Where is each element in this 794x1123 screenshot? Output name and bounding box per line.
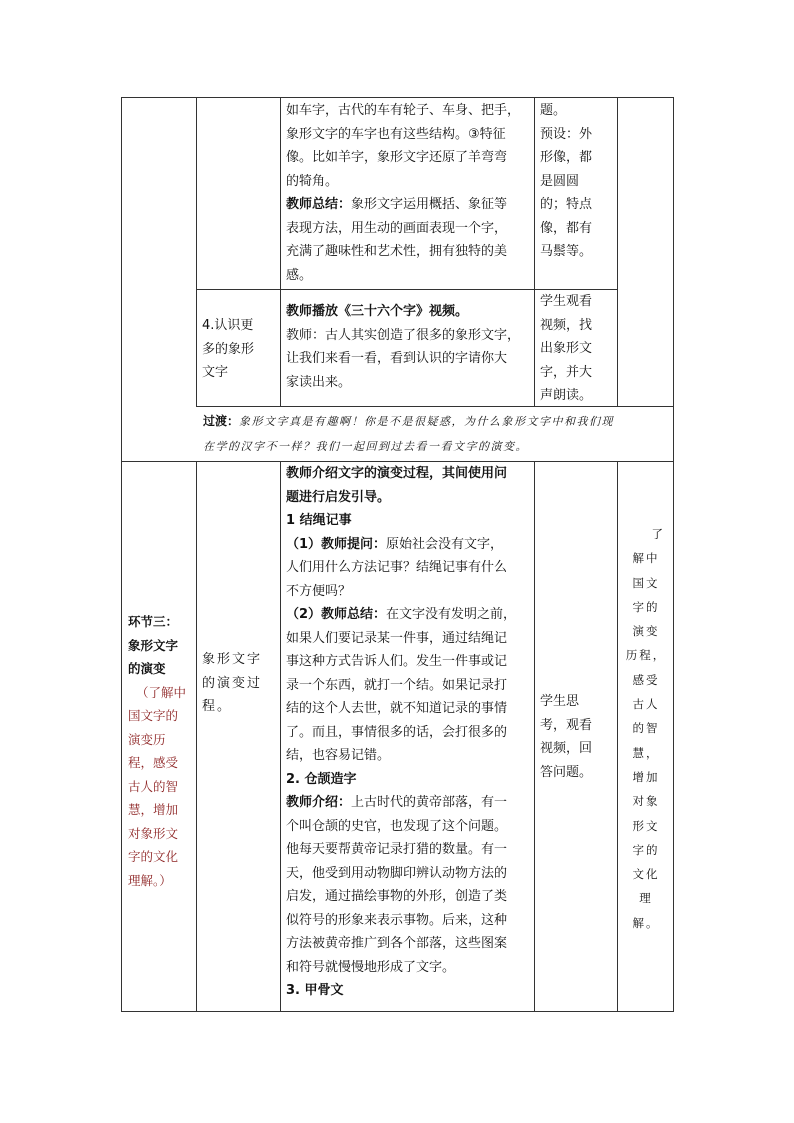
question-line: （1）教师提问：原始社会没有文字， bbox=[286, 536, 504, 552]
table-bottom-border bbox=[121, 1011, 674, 1012]
summary-line: 结，也容易记错。 bbox=[286, 748, 391, 763]
student-line: 题。 bbox=[540, 103, 567, 118]
goal-line: 演变 bbox=[632, 624, 660, 639]
stage-title-line: 象形文字 bbox=[128, 637, 179, 653]
goal-line: 理 bbox=[639, 891, 653, 906]
intro2-line: 个叫仓颉的史官，也发现了这个问题。 bbox=[286, 818, 508, 834]
stage-note-line: 对象形文 bbox=[128, 825, 179, 841]
stage-note-line: 理解。） bbox=[128, 872, 172, 888]
topic-line: 象形文字 bbox=[202, 652, 263, 667]
goal-line: 的智 bbox=[632, 721, 660, 736]
summary-line: 录一个东西，就打一个结。如果记录打 bbox=[286, 677, 508, 693]
goal-line: 字的 bbox=[632, 842, 660, 857]
stage-note-line: 程，感受 bbox=[128, 755, 179, 770]
goal-line: 了 bbox=[651, 527, 665, 541]
row3-goal-cell bbox=[621, 522, 671, 935]
intro-line: 题进行启发引导。 bbox=[286, 489, 391, 505]
student-line: 预设：外 bbox=[540, 126, 593, 142]
row1-content-line: 的犄角。 bbox=[286, 173, 339, 189]
intro2-line: 教师介绍：上古时代的黄帝部落，有一 bbox=[286, 795, 508, 810]
goal-line: 感受 bbox=[632, 672, 660, 687]
summary-label: 教师总结： bbox=[286, 197, 352, 212]
stage-note-line: （了解中 bbox=[136, 684, 187, 700]
stage-title-line: 的演变 bbox=[128, 661, 166, 676]
transition-label: 过渡： bbox=[203, 414, 240, 428]
row2-content-cell bbox=[286, 300, 532, 394]
column-divider bbox=[196, 461, 197, 1012]
row1-summary-line: 教师总结：象形文字运用概括、象征等 bbox=[286, 197, 508, 212]
goal-line: 历程， bbox=[625, 648, 667, 663]
student-line: 考，观看 bbox=[540, 717, 593, 733]
intro2-label: 教师介绍： bbox=[286, 795, 352, 810]
column-divider bbox=[617, 461, 618, 1012]
goal-line: 慧， bbox=[632, 745, 660, 760]
row1-student-cell bbox=[540, 99, 616, 264]
row2-heading: 教师播放《三十六个字》视频。 bbox=[286, 304, 469, 319]
row1-content-line: 像。比如羊字，象形文字还原了羊弯弯 bbox=[286, 150, 508, 165]
row1-summary-line: 表现方法，用生动的画面表现一个字， bbox=[286, 220, 508, 236]
row3-content-cell bbox=[286, 462, 532, 1003]
row3-topic-cell bbox=[202, 648, 278, 719]
student-line: 字，并大 bbox=[540, 364, 593, 380]
stage-note-line: 字的文化 bbox=[128, 849, 179, 864]
table-left-border bbox=[121, 97, 122, 1012]
row2-line: 教师：古人其实创造了很多的象形文字， bbox=[286, 327, 521, 343]
summary-line: （2）教师总结：在文字没有发明之前， bbox=[286, 607, 517, 622]
table-top-border bbox=[121, 97, 674, 98]
table-right-border bbox=[673, 97, 674, 1012]
row2-line: 家读出来。 bbox=[286, 374, 352, 390]
goal-line: 字的 bbox=[632, 599, 660, 614]
section-title: 2. 仓颉造字 bbox=[286, 771, 357, 787]
summary-label: （2）教师总结： bbox=[286, 607, 387, 622]
transition-line: 在学的汉字不一样？我们一起回到过去看一看文字的演变。 bbox=[203, 440, 528, 453]
row1-content-cell bbox=[286, 99, 532, 287]
question-line: 不方便吗？ bbox=[286, 583, 352, 599]
row1-content-line: 如车字，古代的车有轮子、车身、把手， bbox=[286, 103, 521, 118]
student-line: 学生观看 bbox=[540, 294, 593, 309]
stage-cell bbox=[128, 610, 194, 892]
stage-title-line: 环节三： bbox=[128, 614, 179, 629]
row1-summary-line: 充满了趣味性和艺术性，拥有独特的美 bbox=[286, 244, 508, 259]
row2-student-cell bbox=[540, 290, 616, 408]
student-line: 声朗读。 bbox=[540, 388, 593, 403]
goal-line: 增加 bbox=[632, 769, 660, 784]
row3-student-cell bbox=[540, 690, 616, 784]
goal-line: 对象 bbox=[632, 794, 660, 809]
goal-line: 文化 bbox=[632, 867, 660, 882]
student-line: 像，都有 bbox=[540, 220, 593, 236]
topic-line: 文字 bbox=[202, 365, 229, 380]
topic-line: 4.认识更 bbox=[202, 318, 254, 333]
intro-line: 教师介绍文字的演变过程，其间使用问 bbox=[286, 466, 508, 481]
student-line: 视频，回 bbox=[540, 741, 593, 756]
student-line: 答问题。 bbox=[540, 764, 593, 780]
intro2-line: 和符号就慢慢地形成了文字。 bbox=[286, 959, 456, 975]
student-line: 是圆圆 bbox=[540, 173, 580, 189]
row1-summary-line: 感。 bbox=[286, 267, 313, 283]
stage-note-line: 国文字的 bbox=[128, 708, 179, 723]
topic-line: 多的象形 bbox=[202, 341, 255, 357]
transition-cell bbox=[203, 409, 671, 459]
column-divider bbox=[534, 97, 535, 406]
student-line: 出象形文 bbox=[540, 341, 593, 356]
intro2-line: 似符号的形象来表示事物。后来，这种 bbox=[286, 912, 508, 928]
stage-note-line: 古人的智 bbox=[128, 778, 179, 794]
row2-topic-cell bbox=[202, 314, 278, 385]
stage-note-line: 慧，增加 bbox=[128, 802, 179, 817]
section-title: 1 结绳记事 bbox=[286, 513, 352, 528]
goal-line: 国文 bbox=[632, 575, 660, 590]
topic-line: 程。 bbox=[202, 699, 233, 714]
question-line: 人们用什么方法记事？结绳记事有什么 bbox=[286, 560, 508, 575]
intro2-line: 启发，通过描绘事物的外形，创造了类 bbox=[286, 889, 508, 904]
student-line: 的；特点 bbox=[540, 197, 593, 212]
student-line: 视频，找 bbox=[540, 317, 593, 333]
intro2-line: 天，他受到用动物脚印辨认动物方法的 bbox=[286, 865, 508, 881]
student-line: 马鬃等。 bbox=[540, 244, 593, 259]
summary-line: 事这种方式告诉人们。发生一件事或记 bbox=[286, 654, 508, 669]
student-line: 形像，都 bbox=[540, 150, 593, 165]
column-divider bbox=[196, 97, 197, 406]
question-label: （1）教师提问： bbox=[286, 536, 387, 552]
intro2-line: 他每天要帮黄帝记录打猎的数量。有一 bbox=[286, 842, 508, 857]
topic-line: 的演变过 bbox=[202, 675, 263, 691]
column-divider bbox=[534, 461, 535, 1012]
summary-line: 如果人们要记录某一件事，通过结绳记 bbox=[286, 630, 508, 646]
goal-line: 古人 bbox=[632, 697, 660, 712]
column-divider bbox=[280, 97, 281, 406]
column-divider bbox=[280, 461, 281, 1012]
column-divider bbox=[617, 97, 618, 406]
goal-line: 解中 bbox=[632, 551, 660, 566]
intro2-line: 方法被黄帝推广到各个部落，这些图案 bbox=[286, 936, 508, 951]
transition-line: 过渡：象形文字真是有趣啊！你是不是很疑惑，为什么象形文字中和我们现 bbox=[203, 414, 615, 428]
section-title: 3. 甲骨文 bbox=[286, 983, 344, 998]
goal-line: 解。 bbox=[632, 915, 660, 930]
student-line: 学生思 bbox=[540, 694, 580, 709]
goal-line: 形文 bbox=[632, 818, 660, 833]
row2-line: 让我们来看一看，看到认识的字请你大 bbox=[286, 351, 508, 366]
summary-line: 了。而且，事情很多的话，会打很多的 bbox=[286, 724, 508, 740]
row1-content-line: 象形文字的车字也有这些结构。③特征 bbox=[286, 126, 506, 142]
stage-note-line: 演变历 bbox=[128, 731, 166, 747]
summary-line: 结的这个人去世，就不知道记录的事情 bbox=[286, 701, 508, 716]
